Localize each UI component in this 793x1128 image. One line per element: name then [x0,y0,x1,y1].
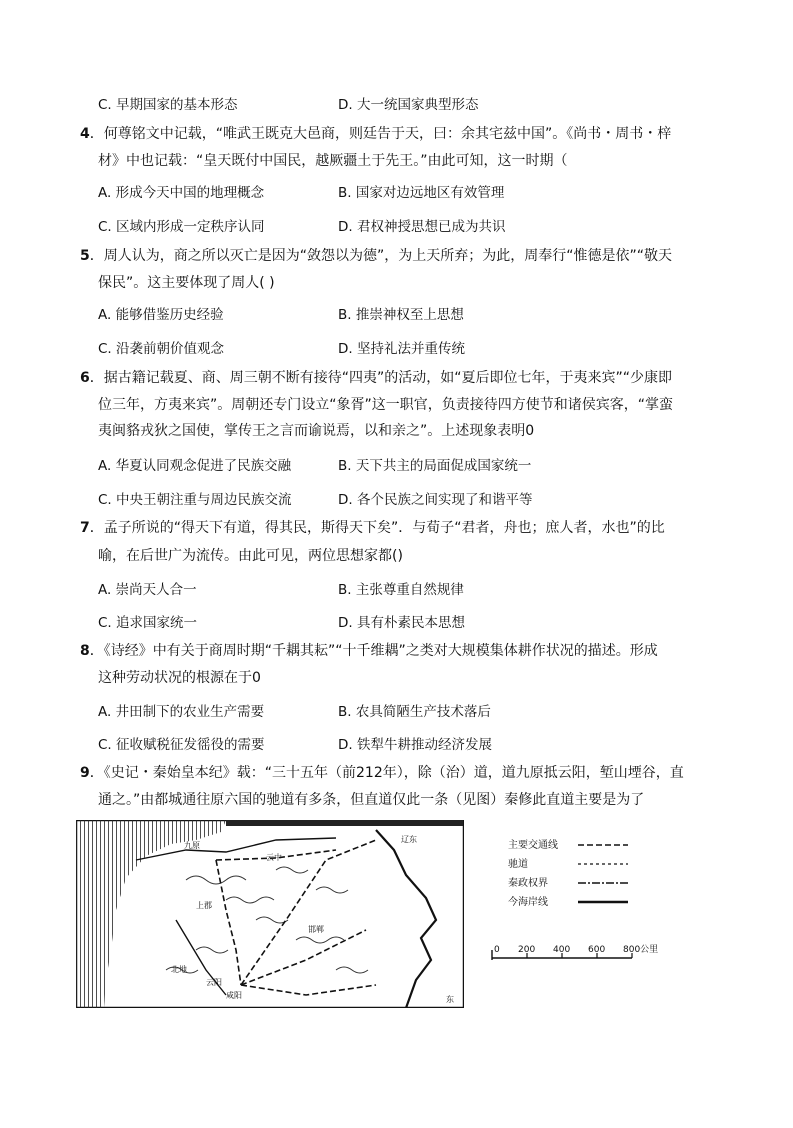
q7-stem-line2: 喻，在后世广为流传。由此可见，两位思想家都() [98,548,403,564]
q5-option-a: A. 能够借鉴历史经验 [98,307,224,323]
legend-label-chidao: 驰道 [508,859,528,870]
q9-number: 9 [80,765,90,781]
legend-label-border: 秦政权界 [508,878,548,889]
q5-number: 5 [80,248,90,264]
q7-stem-text1: ．孟子所说的“得天下有道，得其民，斯得天下矣”．与荀子“君者，舟也；庶人者，水也”的比 [89,520,665,536]
q7-option-a: A. 崇尚天人合一 [98,582,197,598]
scale-tick-200: 200 [518,945,536,955]
q4-stem-line2: 材》中也记载：“皇天既付中国民，越厥疆土于先王。”由此可知，这一时期（ [98,153,568,169]
scale-tick-400: 400 [553,945,571,955]
q8-stem-text1: ．《诗经》中有关于商周时期“千耦其耘”“十千维耦”之类对大规模集体耕作状况的描述。形成 [89,643,658,659]
q9-stem-line1 [80,763,684,783]
map-label-yunzhong: 云中 [266,853,282,862]
map-label-east: 东 [446,995,454,1004]
q8-option-c: C. 征收赋税征发徭役的需要 [98,737,265,753]
q4-number: 4 [80,126,90,142]
scale-tick-600: 600 [588,945,606,955]
q8-stem-line2: 这种劳动状况的根源在于0 [98,670,261,686]
q6-option-a: A. 华夏认同观念促进了民族交融 [98,458,292,474]
map-label-yunyang: 云阳 [206,978,222,987]
q6-option-c: C. 中央王朝注重与周边民族交流 [98,492,292,508]
q6-number: 6 [80,370,90,386]
q3-option-c: C. 早期国家的基本形态 [98,97,238,113]
q7-option-c: C. 追求国家统一 [98,615,198,631]
q9-stem-line2: 通之。”由都城通往原六国的驰道有多条，但直道仅此一条（见图）秦修此直道主要是为了 [98,792,645,808]
q4-option-a: A. 形成今天中国的地理概念 [98,185,265,201]
map-label-beidi: 北地 [171,965,187,974]
q4-stem-text1: ．何尊铭文中记载，“唯武王既克大邑商，则廷告于天，曰：余其宅兹中国”。《尚书・周书・梓 [89,126,672,142]
q3-option-d: D. 大一统国家典型形态 [338,97,479,113]
q6-stem-text1: ．据古籍记载夏、商、周三朝不断有接待“四夷”的活动，如“夏后即位七年，于夷来宾”“少康即 [89,370,673,386]
legend-label-main-route: 主要交通线 [508,840,558,851]
q4-stem-line1 [80,124,671,144]
q6-stem-line2: 位三年，方夷来宾”。周朝还专门设立“象胥”这一职官，负责接待四方使节和诸侯宾客，“掌蛮 [98,397,674,413]
map-label-liaodong: 辽东 [401,835,417,844]
scale-tick-800: 800公里 [623,945,659,955]
q7-number: 7 [80,520,90,536]
map-label-jiuyuan: 九原 [184,841,200,850]
q6-option-b: B. 天下共主的局面促成国家统一 [338,458,532,474]
q5-option-c: C. 沿袭前朝价值观念 [98,341,225,357]
q4-option-d: D. 君权神授思想已成为共识 [338,219,506,235]
q4-option-b: B. 国家对边远地区有效管理 [338,185,505,201]
q8-option-a: A. 井田制下的农业生产需要 [98,704,265,720]
q5-stem-line1 [80,246,672,266]
q5-option-b: B. 推崇神权至上思想 [338,307,464,323]
qin-straight-road-map [76,820,464,1008]
map-label-shangjun: 上郡 [196,901,212,910]
map-label-handan: 邯郸 [308,925,324,934]
q8-option-b: B. 农具简陋生产技术落后 [338,704,491,720]
map-label-xianyang: 咸阳 [226,991,242,1000]
q5-stem-text1: ．周人认为，商之所以灭亡是因为“敛怨以为德”，为上天所弃；为此，周奉行“惟德是依”“敬天 [89,248,673,264]
q6-option-d: D. 各个民族之间实现了和谐平等 [338,492,533,508]
q5-stem-line2: 保民”。这主要体现了周人( ) [98,275,275,291]
map-legend [482,830,672,970]
q7-option-d: D. 具有朴素民本思想 [338,615,465,631]
legend-label-coastline: 今海岸线 [508,897,548,908]
q8-stem-line1 [80,641,658,661]
q4-option-c: C. 区域内形成一定秩序认同 [98,219,265,235]
q7-stem-line1 [80,518,665,538]
q8-number: 8 [80,643,90,659]
q5-option-d: D. 坚持礼法并重传统 [338,341,465,357]
q9-stem-text1: ．《史记・秦始皇本纪》载：“三十五年（前212年），除（治）道，道九原抵云阳，堑山堙谷，直 [89,765,684,781]
q7-option-b: B. 主张尊重自然规律 [338,582,464,598]
q6-stem-line3: 夷闽貉戎狄之国使，掌传王之言而谕说焉，以和亲之”。上述现象表明0 [98,423,535,439]
map-top-band [226,820,463,826]
scale-tick-0: 0 [494,945,500,955]
q6-stem-line1 [80,368,672,388]
q8-option-d: D. 铁犁牛耕推动经济发展 [338,737,492,753]
